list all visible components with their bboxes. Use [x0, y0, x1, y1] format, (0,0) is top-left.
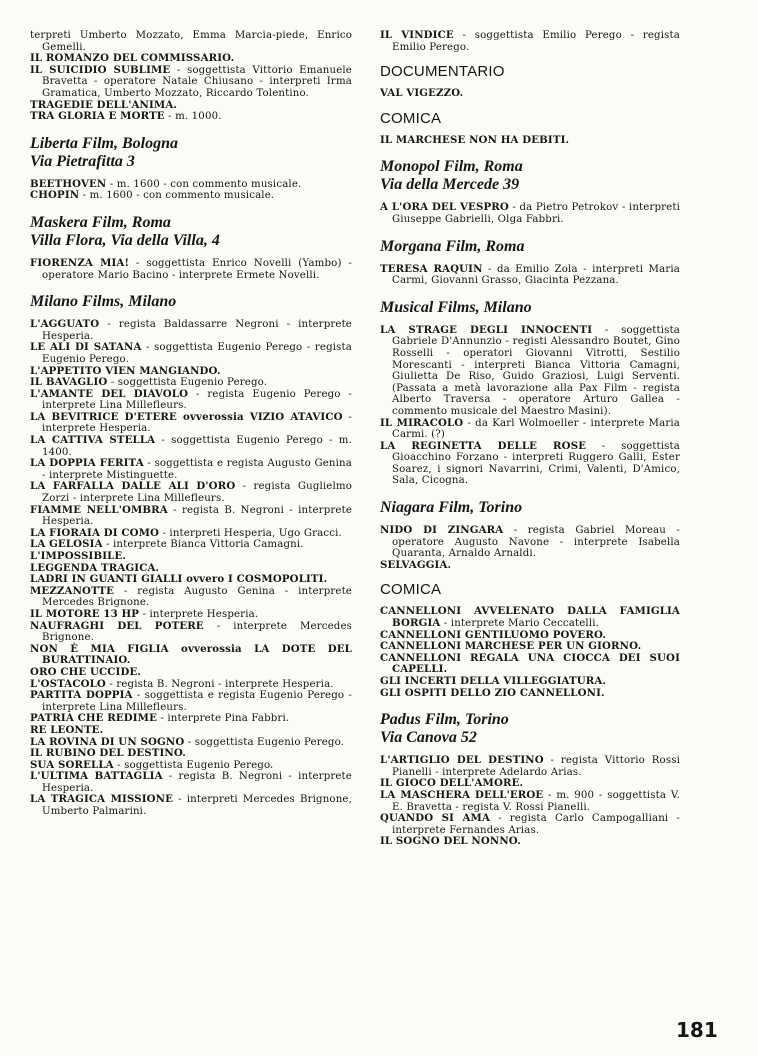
film-credits: - soggettista Vittorio Emanuele Bravetta - operatore Natale Chiusano - interpreti Irma Gramatica, Umberto Mozzato, Riccardo Tolentino. — [42, 64, 352, 99]
film-title: IL MARCHESE NON HA DEBITI. — [380, 133, 570, 146]
film-entry — [30, 65, 352, 100]
film-entry — [30, 190, 352, 202]
film-entry — [380, 325, 680, 418]
film-entry — [380, 418, 680, 441]
film-credits: - interprete Mercedes Brignone. — [42, 620, 352, 644]
company-heading — [380, 499, 680, 517]
film-title: NIDO DI ZINGARA — [380, 524, 504, 537]
film-credits: - regista Carlo Campogalliani - interprete Fernandes Arias. — [392, 813, 681, 836]
film-title: PATRIA CHE REDIME — [30, 712, 157, 725]
film-entry — [380, 264, 680, 287]
film-title: LA TRAGICA MISSIONE — [30, 793, 174, 806]
film-title: GLI OSPITI DELLO ZIO CANNELLONI. — [380, 686, 605, 699]
film-entry — [380, 813, 680, 836]
film-title: MEZZANOTTE — [30, 584, 115, 597]
film-entry — [380, 836, 680, 848]
film-title: IL MIRACOLO — [380, 416, 464, 429]
film-credits: - da Pietro Petrokov - interpreti Giuseppe Gabrielli, Olga Fabbri. — [392, 202, 681, 225]
film-title: CANNELLONI REGALA UNA CIOCCA DEI SUOI CAPELLI. — [380, 651, 680, 676]
film-title: CANNELLONI GENTILUOMO POVERO. — [380, 628, 607, 641]
film-entry — [380, 88, 680, 100]
film-title: L'AGGUATO — [30, 318, 100, 331]
film-credits: - interprete Pina Fabbri. — [157, 713, 290, 725]
film-title: L'IMPOSSIBILE. — [30, 550, 127, 562]
company-heading-line: Musical Films, Milano — [380, 298, 532, 316]
film-entry — [30, 505, 352, 528]
right-column — [380, 30, 680, 848]
film-entry — [380, 202, 680, 225]
film-credits: - soggettista Eugenio Perego. — [184, 736, 345, 748]
film-entry — [30, 458, 352, 481]
film-title: LA ROVINA DI UN SOGNO — [30, 735, 185, 748]
film-title: IL VINDICE — [380, 29, 454, 41]
film-title: TRAGEDIE DELL'ANIMA. — [30, 98, 178, 111]
film-entry — [380, 441, 680, 487]
film-credits: - m. 1600 - con commento musicale. — [79, 190, 275, 202]
company-heading — [30, 293, 352, 311]
film-credits: - soggettista e regista Eugenio Perego - interprete Lina Millefleurs. — [42, 690, 353, 713]
left-column — [30, 30, 352, 818]
film-title: VAL VIGEZZO. — [380, 87, 464, 100]
film-entry — [30, 412, 352, 435]
film-title: IL GIOCO DELL'AMORE. — [380, 777, 524, 790]
film-title: IL RUBINO DEL DESTINO. — [30, 747, 186, 760]
film-title: L'OSTACOLO — [30, 677, 106, 690]
film-title: LA STRAGE DEGLI INNOCENTI — [380, 323, 593, 336]
film-entry — [380, 606, 680, 629]
film-entry — [380, 755, 680, 778]
film-credits: - soggettista Eugenio Perego. — [113, 759, 274, 771]
film-title: FIORENZA MIA! — [30, 256, 130, 269]
company-heading — [380, 158, 680, 194]
film-entry — [30, 586, 352, 609]
film-title: L'AMANTE DEL DIAVOLO — [30, 387, 189, 400]
film-title: NAUFRAGHI DEL POTERE — [30, 619, 204, 632]
company-heading-line: Monopol Film, Roma — [380, 158, 523, 176]
film-title: LA CATTIVA STELLA — [30, 434, 156, 447]
film-credits: - interpreti Hesperia, Ugo Gracci. — [159, 527, 342, 539]
film-credits: terpreti Umberto Mozzato, Emma Marcia-piede, Enrico Gemelli. — [30, 30, 352, 53]
film-title: LA MASCHERA DELL'EROE — [380, 788, 544, 801]
film-title: LA REGINETTA DELLE ROSE — [380, 439, 587, 452]
film-title: IL SUICIDIO SUBLIME — [30, 63, 171, 76]
film-credits: - soggettista Gioacchino Forzano - interpreti Ruggero Galli, Ester Soarez, i signori Navarrini, Crimi, Valenti, D'Amico, Sala, Cicogna. — [392, 440, 681, 487]
film-entry — [380, 688, 680, 700]
company-heading-line: Via Canova 52 — [380, 729, 477, 747]
film-entry — [30, 30, 352, 53]
film-title: IL ROMANZO DEL COMMISSARIO. — [30, 52, 235, 65]
film-title: LA FIORAIA DI COMO — [30, 526, 160, 539]
film-entry — [380, 525, 680, 560]
film-title: NON È MIA FIGLIA ovverossia LA DOTE DEL BURATTINAIO. — [30, 642, 352, 667]
section-heading: DOCUMENTARIO — [380, 63, 505, 81]
section-heading: COMICA — [380, 109, 442, 127]
film-entry — [30, 111, 352, 123]
company-heading — [380, 299, 680, 317]
film-title: QUANDO SI AMA — [380, 812, 491, 825]
film-credits: - regista Baldassarre Negroni - interprete Hesperia. — [42, 319, 352, 342]
film-title: TRA GLORIA E MORTE — [30, 110, 165, 123]
film-entry — [380, 560, 680, 572]
film-credits: - regista Eugenio Perego - interprete Lina Millefleurs. — [42, 388, 353, 412]
film-title: GLI INCERTI DELLA VILLEGGIATURA. — [380, 675, 607, 687]
company-heading-line: Milano Films, Milano — [30, 293, 177, 311]
film-title: LA DOPPIA FERITA — [30, 457, 144, 470]
film-credits: - m. 1000. — [164, 111, 222, 123]
film-title: PARTITA DOPPIA — [30, 689, 133, 702]
film-title: SELVAGGIA. — [380, 558, 452, 571]
film-credits: - soggettista Eugenio Perego. — [107, 377, 268, 389]
film-title: IL BAVAGLIO — [30, 376, 108, 389]
film-credits: - interprete Hesperia. — [42, 411, 353, 435]
film-credits: - interpreti Mercedes Brignone, Umberto Palmarini. — [42, 794, 352, 818]
film-title: L'ULTIMA BATTAGLIA — [30, 770, 163, 783]
film-entry — [30, 690, 352, 713]
film-credits: - interprete Mario Ceccatelli. — [440, 618, 600, 630]
company-heading-line: Padus Film, Torino — [380, 711, 509, 729]
film-entry — [380, 30, 680, 53]
film-title: CANNELLONI AVVELENATO DALLA FAMIGLIA BORGIA — [380, 605, 680, 630]
company-heading — [380, 238, 680, 256]
company-heading — [30, 214, 352, 250]
film-credits: - m. 1600 - con commento musicale. — [106, 178, 302, 190]
film-title: LA GELOSIA — [30, 538, 103, 551]
film-title: BEETHOVEN — [30, 177, 107, 190]
film-credits: - regista B. Negroni - interprete Hesperia. — [105, 678, 334, 690]
film-title: A L'ORA DEL VESPRO — [380, 201, 509, 214]
film-entry — [380, 135, 680, 147]
film-entry — [380, 653, 680, 676]
film-entry — [30, 771, 352, 794]
company-heading — [30, 135, 352, 171]
company-heading-line: Liberta Film, Bologna — [30, 134, 179, 152]
film-credits: - soggettista Enrico Novelli (Yambo) - operatore Mario Bacino - interprete Ermete Novelli. — [42, 257, 352, 281]
film-entry — [30, 389, 352, 412]
film-title: L'APPETITO VIEN MANGIANDO. — [30, 364, 221, 377]
film-credits: - regista Gabriel Moreau - operatore Augusto Navone - interprete Isabella Quaranta, Arnaldo Arnaldi. — [392, 525, 680, 560]
film-title: LA FARFALLA DALLE ALI D'ORO — [30, 480, 236, 493]
film-credits: - interprete Hesperia. — [139, 608, 259, 620]
film-credits: - regista Vittorio Rossi Pianelli - interprete Adelardo Arias. — [392, 755, 681, 778]
film-entry — [30, 258, 352, 281]
film-title: L'ARTIGLIO DEL DESTINO — [380, 754, 544, 767]
film-entry — [30, 342, 352, 365]
film-title: LADRI IN GUANTI GIALLI ovvero I COSMOPOLITI. — [30, 573, 328, 586]
company-heading-line: Villa Flora, Via della Villa, 4 — [30, 231, 220, 249]
company-heading — [380, 711, 680, 747]
film-title: LA BEVITRICE D'ETERE ovverossia VIZIO ATAVICO — [30, 410, 343, 423]
film-entry — [30, 435, 352, 458]
film-entry — [380, 790, 680, 813]
film-credits: - regista Guglielmo Zorzi - interprete Lina Millefleurs. — [42, 481, 352, 505]
film-entry — [30, 621, 352, 644]
film-title: ORO CHE UCCIDE. — [30, 665, 142, 678]
film-entry — [30, 644, 352, 667]
film-entry — [30, 481, 352, 504]
film-title: LEGGENDA TRAGICA. — [30, 561, 160, 574]
film-title: LE ALI DI SATANA — [30, 341, 142, 354]
film-credits: - soggettista e regista Augusto Genina - interprete Mistinguette. — [42, 458, 352, 481]
company-heading-line: Via della Mercede 39 — [380, 176, 520, 194]
company-heading-line: Morgana Film, Roma — [380, 237, 525, 255]
company-heading-line: Via Pietrafitta 3 — [30, 152, 135, 170]
film-credits: - soggettista Emilio Perego - regista Emilio Perego. — [392, 30, 680, 53]
film-credits: - regista B. Negroni - interprete Hesperia. — [42, 771, 352, 794]
film-title: IL SOGNO DEL NONNO. — [380, 835, 521, 848]
film-title: IL MOTORE 13 HP — [30, 607, 140, 620]
film-credits: - interprete Bianca Vittoria Camagni. — [102, 539, 304, 551]
film-credits: - m. 900 - soggettista V. E. Bravetta - regista V. Rossi Pianelli. — [392, 789, 680, 813]
page-number: 181 — [676, 1018, 718, 1042]
film-entry — [30, 794, 352, 817]
film-title: FIAMME NELL'OMBRA — [30, 503, 168, 516]
company-heading-line: Niagara Film, Torino — [380, 499, 523, 517]
company-heading-line: Maskera Film, Roma — [30, 213, 171, 231]
film-title: CHOPIN — [30, 189, 80, 202]
film-credits: - da Karl Wolmoeller - interprete Maria Carmi. (?) — [392, 417, 680, 441]
film-credits: - regista Augusto Genina - interprete Mercedes Brignone. — [42, 585, 352, 609]
film-title: SUA SORELLA — [30, 758, 114, 771]
film-credits: - regista B. Negroni - interprete Hesperia. — [42, 504, 352, 528]
film-credits: - da Emilio Zola - interpreti Maria Carmi, Giovanni Grasso, Giacinta Pezzana. — [392, 263, 681, 287]
film-credits: - soggettista Eugenio Perego - m. 1400. — [42, 435, 352, 458]
film-title: TERESA RAQUIN — [380, 262, 483, 275]
film-credits: - soggettista Gabriele D'Annunzio - registi Alessandro Boutet, Gino Rosselli - operatori Giovanni Vitrotti, Sestilio Morescanti - interpreti Bianca Vittoria Camagni, Giulietta De Riso, Guido Graziosi, Luigi Serventi. (Passata a metà lavorazione alla Pax Film - regista Alberto Traversa - operatore Arturo Gallea - commento musicale del Maestro Masini). — [392, 324, 680, 417]
film-credits: - soggettista Eugenio Perego - regista Eugenio Perego. — [42, 342, 352, 365]
section-heading: COMICA — [380, 581, 442, 599]
film-title: RE LEONTE. — [30, 723, 104, 736]
film-entry — [30, 319, 352, 342]
film-title: CANNELLONI MARCHESE PER UN GIORNO. — [380, 640, 642, 653]
